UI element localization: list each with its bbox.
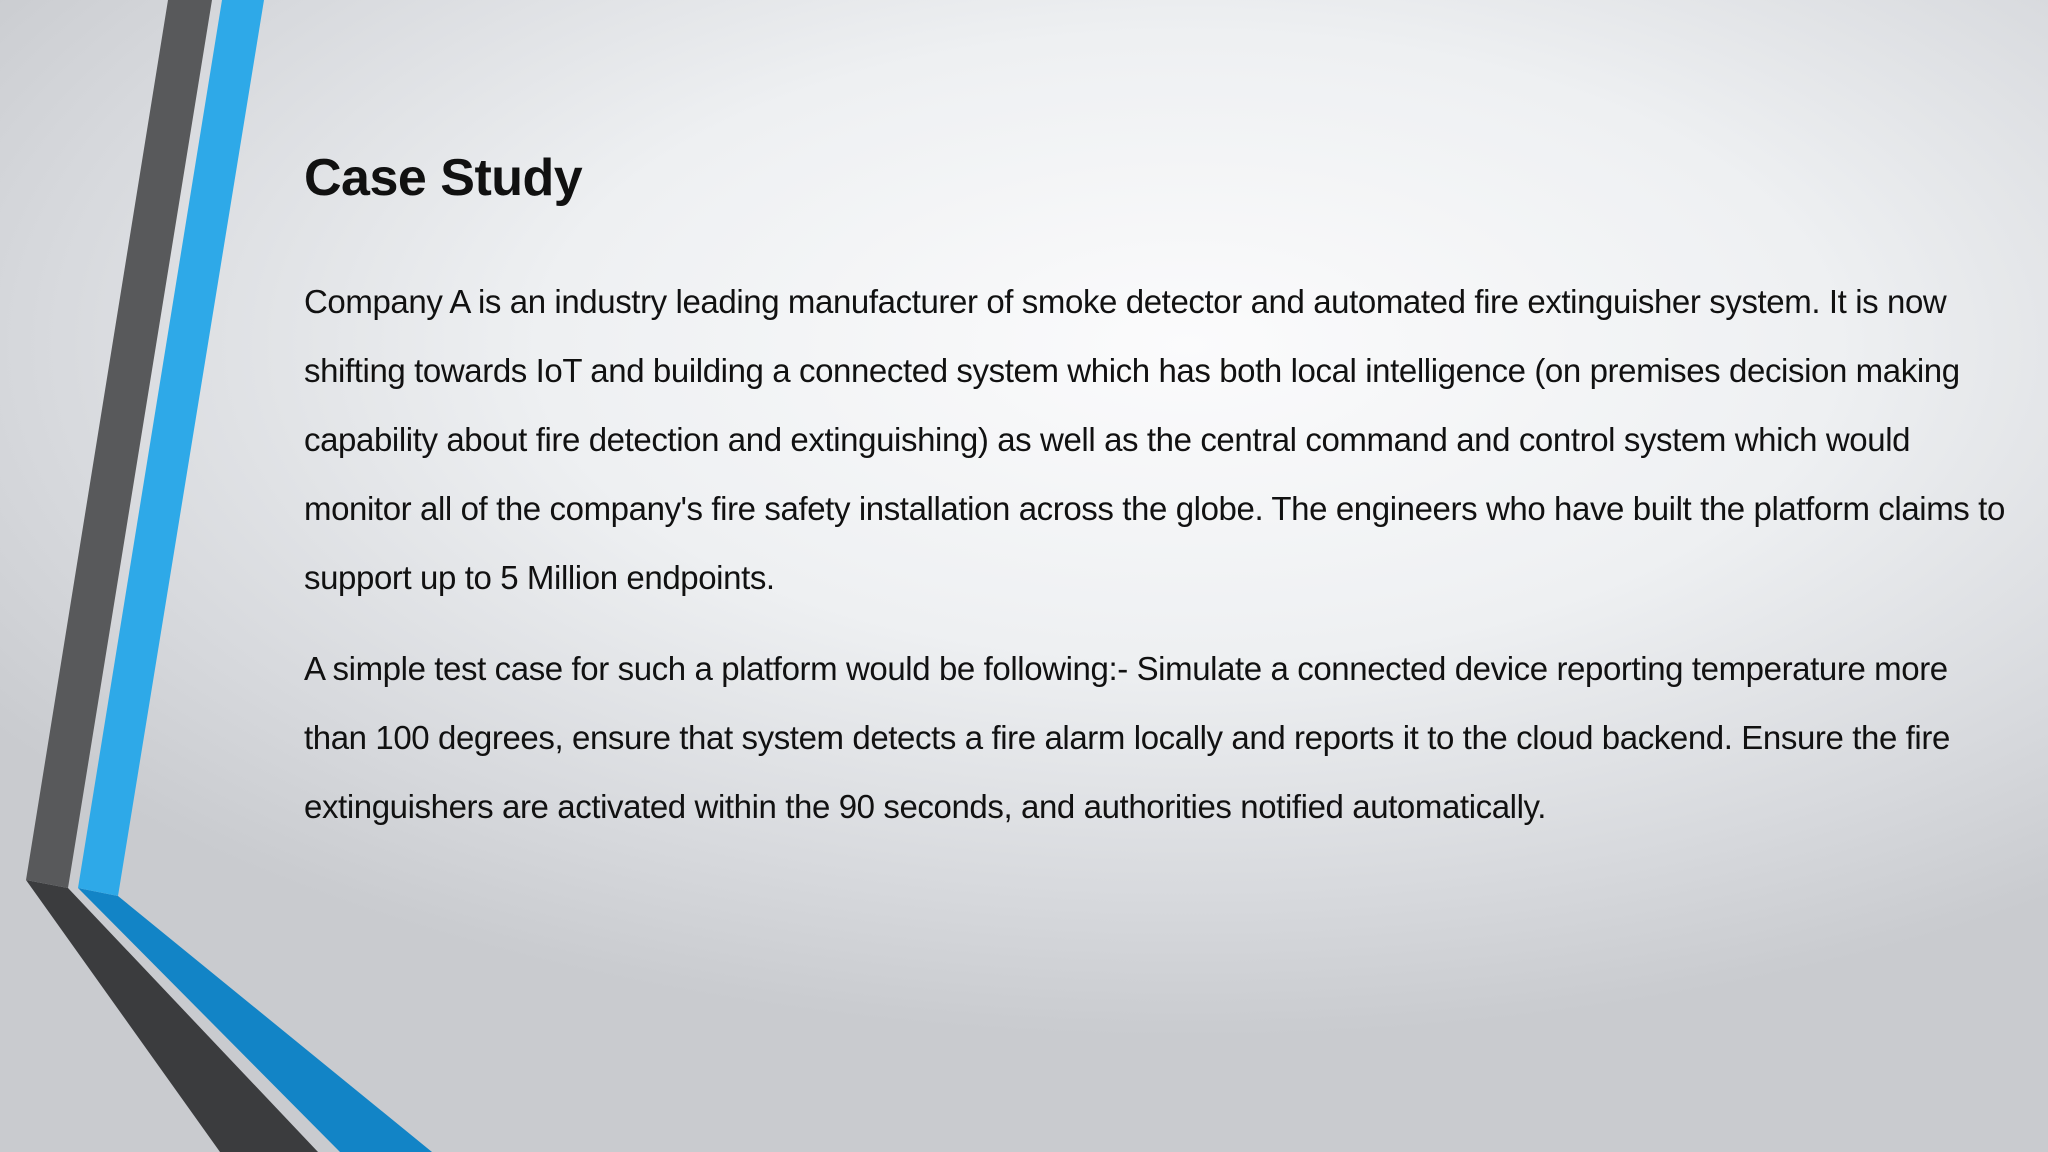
dark-lower-stripe (26, 880, 318, 1152)
slide-content (304, 150, 2014, 863)
slide-title: Case Study (304, 149, 583, 207)
body-paragraph-1: Company A is an industry leading manufacturer of smoke detector and automated fire extinguisher system. It is now shifting towards IoT and building a connected system which has both local intelligence (on premises decision making capability about fire detection and extinguishing) as well as the central command and control system which would monitor all of the company's fire safety installation across the globe. The engineers who have built the platform claims to support up to 5 Million endpoints. (304, 283, 2005, 597)
body-paragraph-2: A simple test case for such a platform would be following:- Simulate a connected device reporting temperature more than 100 degrees, ensure that system detects a fire alarm locally and reports it to the cloud backend. Ensure the fire extinguishers are activated within the 90 seconds, and authorities notified automatically. (304, 650, 1950, 826)
